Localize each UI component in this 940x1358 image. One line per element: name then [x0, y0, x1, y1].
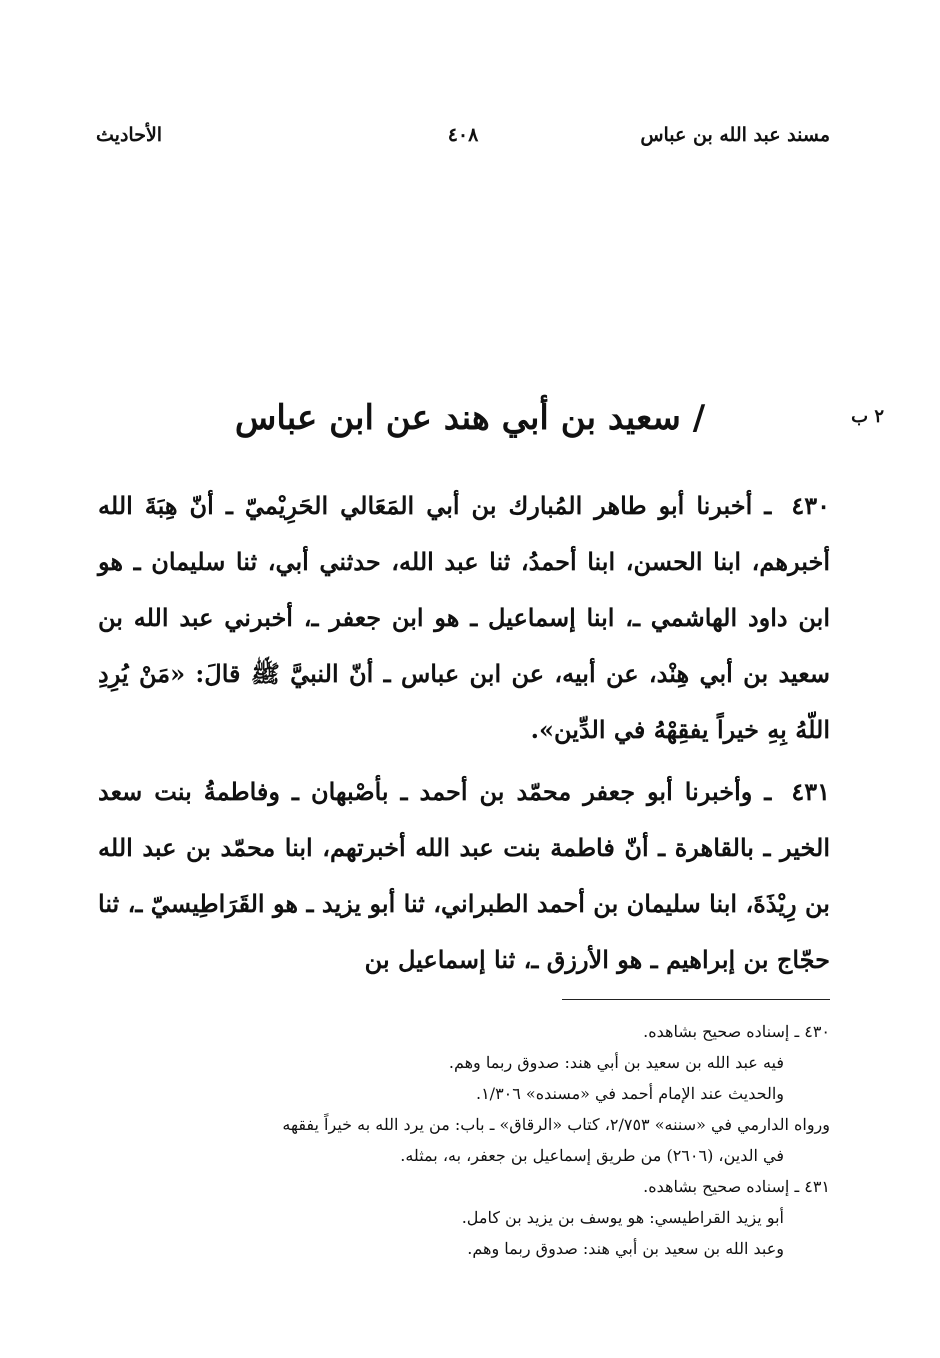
chapter-title: / سعيد بن أبي هند عن ابن عباس: [234, 398, 706, 438]
footnote-separator: [562, 999, 830, 1000]
hadith-paragraph: [98, 478, 830, 758]
footnote-line: ٤٣٠ ـ إسناده صحيح بشاهده.: [643, 1022, 830, 1041]
manuscript-folio-note: ٢ ب: [851, 406, 884, 427]
book-title: مسند عبد الله بن عباس: [640, 124, 830, 146]
footnotes: [98, 1016, 830, 1264]
hadith-text: ـ وأخبرنا أبو جعفر محمّد بن أحمد ـ بأصْبهان ـ وفاطمةُ بنت سعد الخير ـ بالقاهرة ـ أنّ فاطمة بنت عبد الله أخبرتهم، ابنا محمّد بن عبد الله بن رِيْذَةَ، ابنا سليمان بن أحمد الطبراني، ثنا أبو يزيد ـ هو القَرَاطِيسيّ ـ، ثنا حجّاج بن إبراهيم ـ هو الأرزق ـ، ثنا إسماعيل بن: [98, 777, 830, 974]
hadith-number: ٤٣٠: [791, 491, 830, 520]
hadith-paragraph: [98, 764, 830, 988]
page-number: ٤٠٨: [447, 124, 479, 146]
footnote-line: وعبد الله بن سعيد بن أبي هند: صدوق ربما وهم.: [467, 1239, 784, 1258]
hadith-body: [98, 478, 830, 994]
footnote-line: فيه عبد الله بن سعيد بن أبي هند: صدوق ربما وهم.: [448, 1053, 784, 1072]
footnote-line: ٤٣١ ـ إسناده صحيح بشاهده.: [643, 1177, 830, 1196]
footnote-line: أبو يزيد القراطيسي: هو يوسف بن يزيد بن كامل.: [461, 1208, 784, 1227]
section-title: الأحاديث: [96, 124, 163, 146]
hadith-number: ٤٣١: [791, 777, 830, 806]
footnote-line: والحديث عند الإمام أحمد في «مسنده» ١/٣٠٦.: [475, 1084, 784, 1103]
hadith-text: ـ أخبرنا أبو طاهر المُبارك بن أبي المَعَالي الحَرِيْميّ ـ أنّ هِبَةَ الله أخبرهم، ابنا الحسن، ابنا أحمدُ، ثنا عبد الله، حدثني أبي، ثنا سليمان ـ هو ابن داود الهاشمي ـ، ابنا إسماعيل ـ هو ابن جعفر ـ، أخبرني عبد الله بن سعيد بن أبي هِنْد، عن أبيه، عن ابن عباس ـ أنّ النبيَّ ﷺ قالَ: «مَنْ يُرِدِ اللّهُ بِهِ خيراً يفقِهْهُ في الدِّين».: [98, 491, 830, 744]
footnote-line: في الدين، (٢٦٠٦) من طريق إسماعيل بن جعفر، به، بمثله.: [400, 1146, 784, 1165]
running-header: [96, 124, 830, 154]
footnote-line: ورواه الدارمي في «سننه» ٢/٧٥٣، كتاب «الرقاق» ـ باب: من يرد الله به خيراً يفقهه: [282, 1115, 830, 1134]
